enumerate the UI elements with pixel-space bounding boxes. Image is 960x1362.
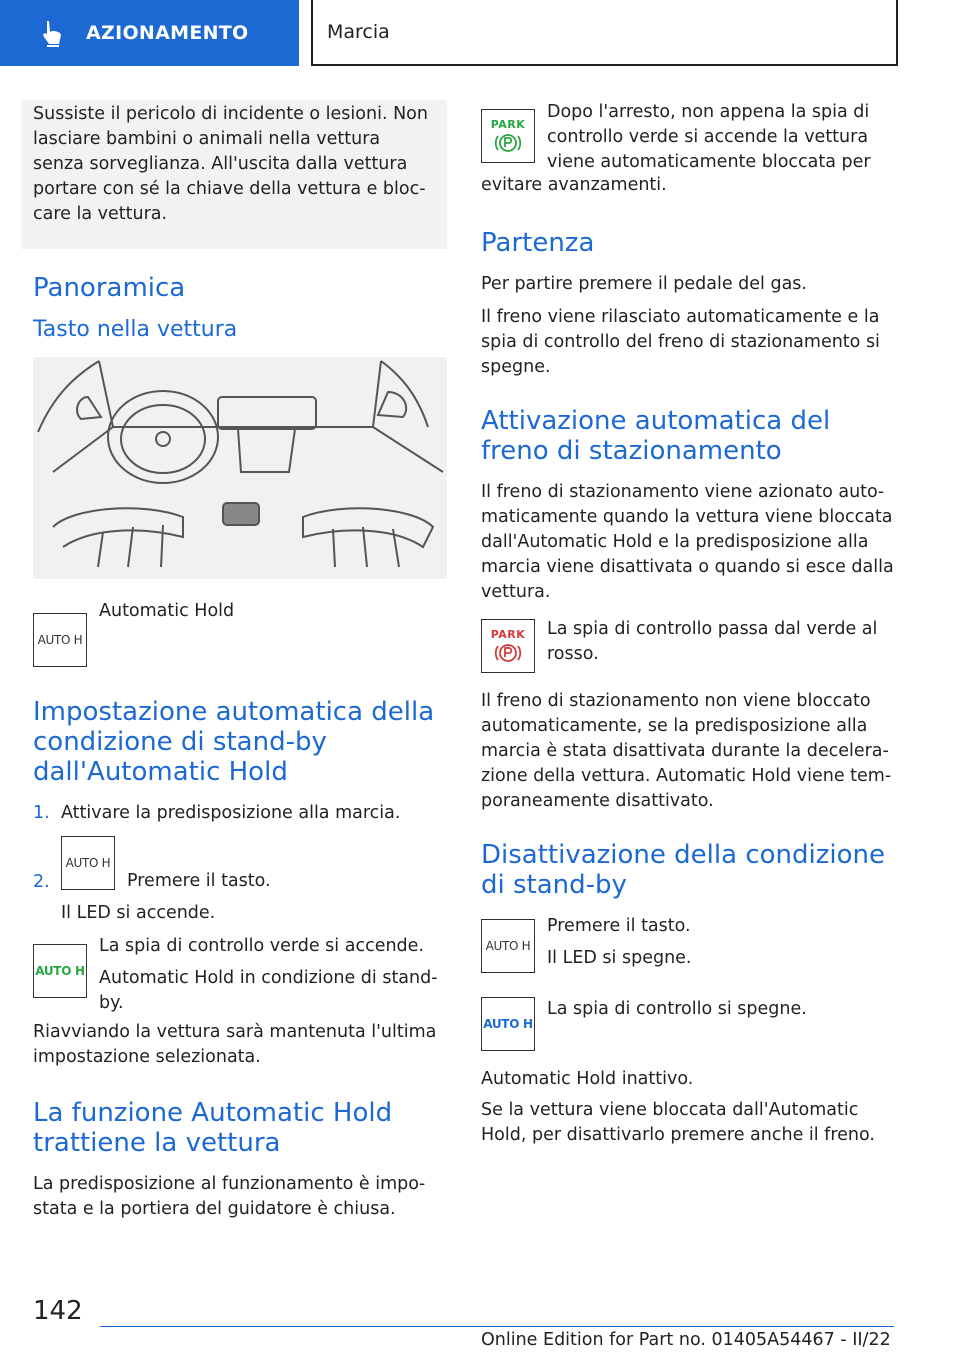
heading-auto-setting: Impostazione automatica della condizione di stand-by dall'Automatic Hold — [33, 697, 435, 787]
light-off-legend — [481, 997, 896, 1051]
section-tab — [0, 0, 299, 66]
step-2: 2. AUTO H Premere il tasto. — [33, 836, 447, 895]
auto-hold-button-icon: AUTO H — [33, 613, 87, 667]
auto-park-text: Il freno di stazionamento viene azionato auto‐maticamente quando la vettura viene bloccata dall'Automatic Hold e la predisposizione alla marcia viene disattivata o quando si esce dalla vettura. — [481, 482, 894, 602]
park-green-indicator-icon: PARK — [481, 109, 535, 163]
chapter-box — [311, 0, 898, 66]
warning-box: Sussiste il pericolo di incidente o lesioni. Non lasciare bambini o animali nella vettura senza sorveglianza. All'uscita dalla vettura portare con sé la chiave della vettura e bloc‐care la vettura. — [21, 100, 447, 249]
park-green-text-start: Dopo l'arresto, non appena la spia di controllo verde si accende la vettura viene automaticamente bloccata per — [547, 102, 871, 172]
brake-text: Se la vettura viene bloccata dall'Automatic Hold, per disattivarlo premere anche il freno. — [481, 1100, 875, 1145]
green-auto-hold-legend — [33, 934, 447, 1016]
green-light-text: La spia di controllo verde si accende. — [99, 936, 424, 956]
auto-hold-button-icon: AUTO H — [61, 836, 115, 890]
restart-text: Riavviando la vettura sarà mantenuta l'ultima impostazione selezionata. — [33, 1022, 437, 1067]
not-locked-text: Il freno di stazionamento non viene bloccato automaticamente, se la predisposizione alla marcia è stata disattivata durante la decelera‐zione della vettura. Automatic Hold viene tem‐poraneamente disattivato. — [481, 691, 892, 811]
park-red-legend — [481, 617, 896, 673]
heading-auto-parking-brake: Attivazione automatica del freno di stazionamento — [481, 406, 831, 466]
hand-pointer-icon — [38, 18, 68, 48]
auto-hold-button-icon: AUTO H — [481, 919, 535, 973]
heading-holds-vehicle: La funzione Automatic Hold trattiene la vettura — [33, 1098, 393, 1158]
press-button-text: Premere il tasto. — [547, 916, 691, 936]
page-number: 142 — [33, 1296, 83, 1326]
chapter-title: Marcia — [327, 21, 390, 43]
heading-deactivate: Disattivazione della condizione di stand-by — [481, 840, 885, 900]
park-green-legend — [481, 100, 896, 175]
auto-hold-label: Automatic Hold — [99, 601, 235, 621]
auto-hold-green-indicator-icon: AUTO H — [481, 997, 535, 1051]
section-title: AZIONAMENTO — [86, 22, 249, 44]
start-text-1: Per partire premere il pedale del gas. — [481, 274, 807, 294]
car-interior-illustration — [33, 357, 447, 579]
inactive-text: Automatic Hold inattivo. — [481, 1069, 694, 1089]
auto-hold-green-indicator-icon: AUTO H — [33, 944, 87, 998]
standby-text: Automatic Hold in condizione di stand-by. — [99, 968, 438, 1013]
heading-overview: Panoramica — [33, 273, 186, 303]
auto-hold-legend — [33, 599, 447, 667]
right-column — [481, 100, 896, 1148]
step-1: 1. Attivare la predisposizione alla marcia. — [33, 803, 401, 823]
footer-divider — [100, 1326, 894, 1327]
deactivate-button-legend — [481, 914, 896, 973]
edition-footer: Online Edition for Part no. 01405A54467 - II/22 — [481, 1330, 891, 1350]
park-red-text: La spia di controllo passa dal verde al rosso. — [547, 619, 878, 664]
park-red-indicator-icon: PARK — [481, 619, 535, 673]
holds-text: La predisposizione al funzionamento è impo‐stata e la portiera del guidatore è chiusa. — [33, 1174, 426, 1219]
activation-steps — [33, 801, 447, 895]
park-green-text-end: evitare avanzamenti. — [481, 175, 667, 195]
led-on-text: Il LED si accende. — [61, 903, 216, 923]
light-off-text: La spia di controllo si spegne. — [547, 999, 807, 1019]
heading-start: Partenza — [481, 228, 595, 258]
left-column — [33, 100, 447, 1222]
heading-button-in-car: Tasto nella vettura — [33, 317, 238, 342]
start-text-2: Il freno viene rilasciato automaticamente e la spia di controllo del freno di stazionamento si spegne. — [481, 307, 880, 377]
led-off-text: Il LED si spegne. — [547, 948, 692, 968]
